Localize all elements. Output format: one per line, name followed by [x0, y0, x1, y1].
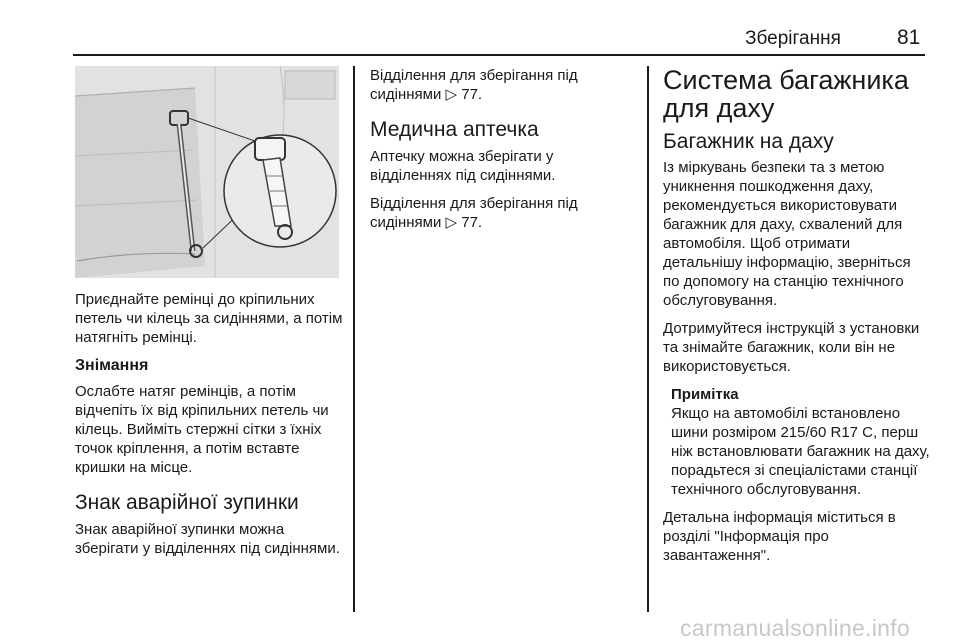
roof-rack-paragraph-3: Детальна інформація міститься в розділі "Інформація про завантаження". [663, 509, 896, 564]
header-rule [73, 54, 925, 56]
removal-heading: Знімання [75, 357, 149, 374]
running-header-title: Зберігання [745, 28, 841, 49]
note-box [663, 385, 931, 499]
warning-triangle-heading: Знак аварійної зупинки [75, 491, 299, 514]
cross-reference-2 [370, 194, 632, 232]
roof-rack-paragraph-2: Дотримуйтеся інструкцій з установки та знімайте багажник, коли він не використовується. [663, 320, 920, 375]
removal-paragraph: Ослабте натяг ремінців, а потім відчепіть їх від кріпильних петель чи кілець. Вийміть стержні сітки з їхніх точок кріплення, а потім вставте кришки на місце. [75, 383, 329, 476]
cross-reference-link[interactable]: 77. [461, 214, 483, 231]
note-title: Примітка [671, 386, 739, 403]
cross-reference-text: Відділення для зберігання під сидіннями [370, 67, 578, 103]
page-ref-arrow-icon: ▷ [445, 214, 458, 231]
roof-rack-system-heading: Система багажника для даху [663, 65, 909, 123]
first-aid-heading: Медична аптечка [370, 118, 539, 141]
seat-belt-anchor-icon [75, 66, 339, 278]
note-text: Якщо на автомобілі встановлено шини розміром 215/60 R17 C, перш ніж встановлювати багажник на даху, порадьтеся зі спеціалістами станції технічного обслуговування. [671, 405, 930, 498]
watermark-text: carmanualsonline.info [680, 615, 911, 641]
cross-reference-link[interactable]: 77. [461, 86, 483, 103]
seat-belt-anchor-illustration [75, 66, 339, 278]
column-2 [370, 66, 632, 241]
page-number: 81 [897, 26, 921, 49]
roof-rack-subheading: Багажник на даху [663, 130, 834, 153]
warning-triangle-paragraph: Знак аварійної зупинки можна зберігати у відділеннях під сидіннями. [75, 521, 340, 557]
intro-paragraph: Приєднайте ремінці до кріпильних петель чи кілець за сидіннями, а потім натягніть ремінці. [75, 291, 343, 346]
cross-reference-text: Відділення для зберігання під сидіннями [370, 195, 578, 231]
roof-rack-paragraph-1: Із міркувань безпеки та з метою уникнення пошкодження даху, рекомендується використовувати багажник для даху, схвалений для автомобіля. Щоб отримати детальнішу інформацію, зверніться по допомогу на станцію технічного обслуговування. [663, 159, 911, 309]
page-ref-arrow-icon: ▷ [445, 86, 458, 103]
first-aid-paragraph: Аптечку можна зберігати у відділеннях під сидіннями. [370, 148, 556, 184]
column-1 [75, 290, 343, 567]
column-divider-2 [647, 66, 649, 612]
cross-reference-1 [370, 66, 632, 104]
column-3 [663, 66, 931, 574]
column-divider-1 [353, 66, 355, 612]
